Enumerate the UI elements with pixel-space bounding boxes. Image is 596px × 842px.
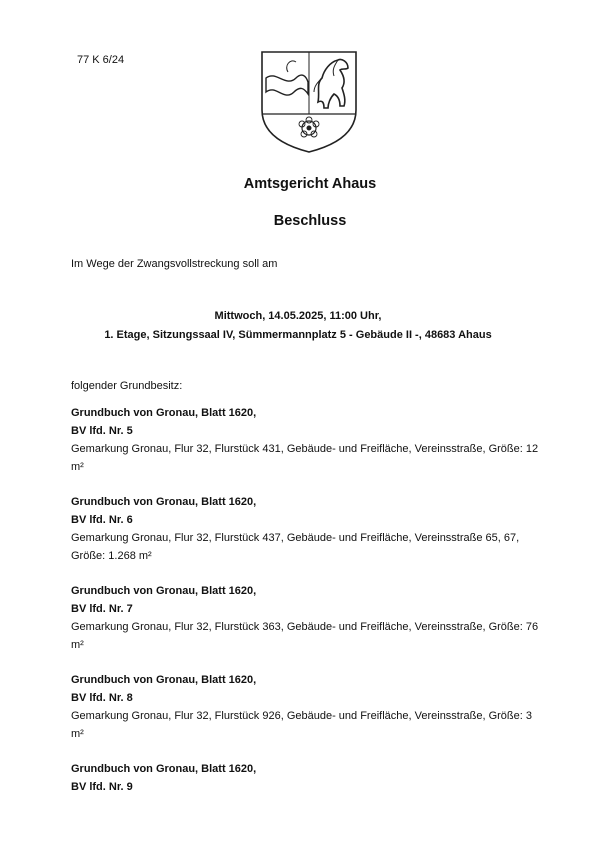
nrw-coat-of-arms-icon bbox=[258, 48, 360, 156]
entry-description: Gemarkung Gronau, Flur 32, Flurstück 437, Gebäude- und Freifläche, Vereinsstraße 65, 67, Größe: 1.268 m² bbox=[71, 532, 520, 562]
property-entry bbox=[71, 493, 541, 565]
entry-register: Grundbuch von Gronau, Blatt 1620, bbox=[71, 763, 257, 775]
entry-description: Gemarkung Gronau, Flur 32, Flurstück 926, Gebäude- und Freifläche, Vereinsstraße, Größe: 3 m² bbox=[71, 710, 532, 740]
file-reference: 77 K 6/24 bbox=[77, 54, 125, 66]
intro-text: Im Wege der Zwangsvollstreckung soll am bbox=[71, 258, 278, 270]
entry-number: BV lfd. Nr. 7 bbox=[71, 603, 133, 615]
entry-register: Grundbuch von Gronau, Blatt 1620, bbox=[71, 585, 257, 597]
court-name: Amtsgericht Ahaus bbox=[243, 176, 377, 192]
entry-register: Grundbuch von Gronau, Blatt 1620, bbox=[71, 674, 257, 686]
appointment-location: 1. Etage, Sitzungssaal IV, Sümmermannplatz 5 - Gebäude II -, 48683 Ahaus bbox=[104, 329, 492, 341]
entry-register: Grundbuch von Gronau, Blatt 1620, bbox=[71, 407, 257, 419]
entry-register: Grundbuch von Gronau, Blatt 1620, bbox=[71, 496, 257, 508]
entry-number: BV lfd. Nr. 8 bbox=[71, 692, 133, 704]
property-entry bbox=[71, 582, 541, 654]
property-entry bbox=[71, 760, 541, 796]
entry-number: BV lfd. Nr. 9 bbox=[71, 781, 133, 793]
appointment-date: Mittwoch, 14.05.2025, 11:00 Uhr, bbox=[214, 310, 382, 322]
document-title: Beschluss bbox=[273, 213, 347, 229]
property-entry bbox=[71, 404, 541, 476]
property-list bbox=[71, 404, 541, 813]
property-entry bbox=[71, 671, 541, 743]
entry-number: BV lfd. Nr. 5 bbox=[71, 425, 133, 437]
entry-number: BV lfd. Nr. 6 bbox=[71, 514, 133, 526]
entry-description: Gemarkung Gronau, Flur 32, Flurstück 431, Gebäude- und Freifläche, Vereinsstraße, Größe: 12 m² bbox=[71, 443, 539, 473]
lead-text: folgender Grundbesitz: bbox=[71, 380, 183, 392]
entry-description: Gemarkung Gronau, Flur 32, Flurstück 363, Gebäude- und Freifläche, Vereinsstraße, Größe: 76 m² bbox=[71, 621, 539, 651]
